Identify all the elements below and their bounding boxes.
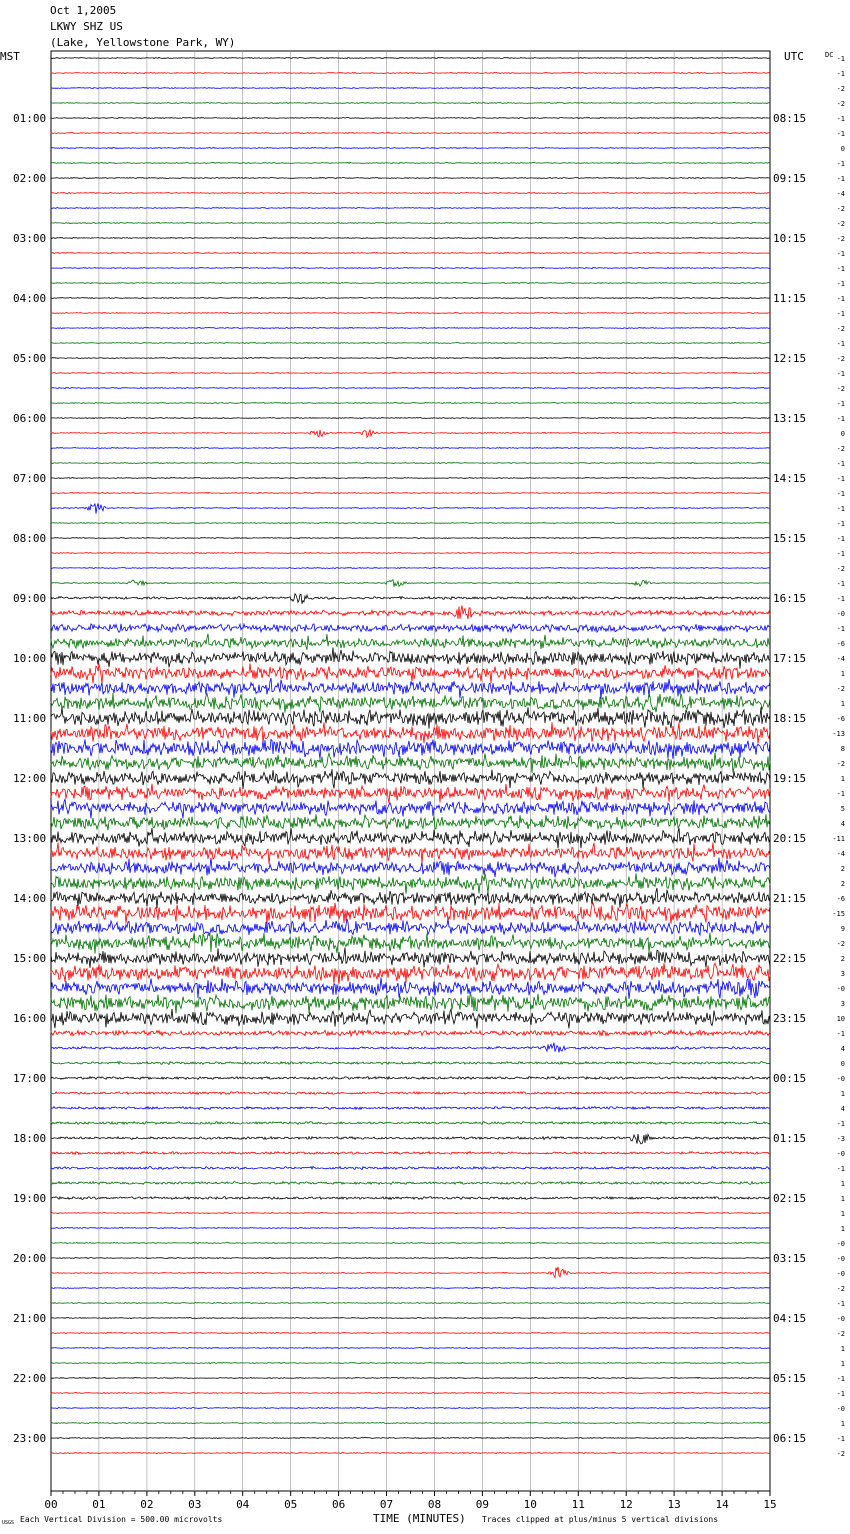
dc-offset-value: 0 bbox=[840, 145, 845, 153]
dc-offset-value: -2 bbox=[836, 355, 845, 363]
dc-offset-value: 2 bbox=[840, 865, 845, 873]
dc-offset-value: -0 bbox=[836, 1240, 845, 1248]
dc-offset-value: -2 bbox=[836, 1450, 845, 1458]
dc-column-header: DC bbox=[825, 51, 834, 59]
trace-81 bbox=[51, 1267, 770, 1278]
mst-hour-label: 12:00 bbox=[13, 772, 47, 785]
dc-offset-value: -1 bbox=[836, 115, 845, 123]
mst-hour-label: 23:00 bbox=[13, 1432, 47, 1445]
trace-45 bbox=[51, 722, 770, 743]
trace-43 bbox=[51, 693, 770, 712]
x-tick-label: 12 bbox=[619, 1498, 633, 1511]
dc-offset-value: -1 bbox=[836, 580, 845, 588]
utc-hour-label: 23:15 bbox=[773, 1012, 807, 1025]
trace-87 bbox=[51, 1362, 770, 1363]
dc-offset-value: -1 bbox=[836, 475, 845, 483]
dc-offset-value: -1 bbox=[836, 250, 845, 258]
trace-65 bbox=[51, 1030, 770, 1036]
trace-15 bbox=[51, 282, 770, 283]
dc-offset-value: -0 bbox=[836, 1255, 845, 1263]
dc-offset-value: -1 bbox=[836, 550, 845, 558]
trace-51 bbox=[51, 814, 770, 830]
dc-offset-value: 1 bbox=[840, 1195, 845, 1203]
trace-53 bbox=[51, 842, 770, 864]
dc-offset-value: -6 bbox=[836, 895, 845, 903]
trace-42 bbox=[51, 678, 770, 699]
dc-offset-value: 4 bbox=[840, 820, 845, 828]
dc-offset-value: 3 bbox=[840, 970, 845, 978]
trace-14 bbox=[51, 267, 770, 268]
trace-88 bbox=[51, 1377, 770, 1378]
trace-4 bbox=[51, 117, 770, 118]
dc-offset-value: -2 bbox=[836, 445, 845, 453]
dc-offset-value: 2 bbox=[840, 880, 845, 888]
dc-offset-value: 1 bbox=[840, 670, 845, 678]
dc-offset-value: -1 bbox=[836, 595, 845, 603]
dc-offset-value: -2 bbox=[836, 325, 845, 333]
dc-offset-value: -1 bbox=[836, 400, 845, 408]
dc-offset-value: -1 bbox=[836, 280, 845, 288]
trace-36 bbox=[51, 594, 770, 604]
trace-12 bbox=[51, 237, 770, 238]
dc-offset-value: -2 bbox=[836, 940, 845, 948]
dc-offset-value: -2 bbox=[836, 385, 845, 393]
mst-hour-label: 19:00 bbox=[13, 1192, 47, 1205]
station-location: (Lake, Yellowstone Park, WY) bbox=[50, 36, 236, 49]
trace-71 bbox=[51, 1122, 770, 1125]
trace-89 bbox=[51, 1392, 770, 1393]
dc-offset-value: -1 bbox=[836, 370, 845, 378]
dc-offset-value: 1 bbox=[840, 1360, 845, 1368]
trace-48 bbox=[51, 769, 770, 789]
dc-offset-value: -1 bbox=[836, 790, 845, 798]
dc-offset-value: 0 bbox=[840, 1060, 845, 1068]
trace-70 bbox=[51, 1107, 770, 1110]
dc-offset-value: 8 bbox=[840, 745, 845, 753]
station-code: LKWY SHZ US bbox=[50, 20, 123, 33]
trace-85 bbox=[51, 1332, 770, 1333]
x-tick-label: 13 bbox=[667, 1498, 681, 1511]
trace-8 bbox=[51, 177, 770, 178]
dc-offset-value: -6 bbox=[836, 640, 845, 648]
dc-offset-value: -2 bbox=[836, 205, 845, 213]
trace-2 bbox=[51, 88, 770, 89]
utc-hour-label: 16:15 bbox=[773, 592, 807, 605]
trace-11 bbox=[51, 222, 770, 223]
trace-58 bbox=[51, 919, 770, 935]
x-tick-label: 03 bbox=[188, 1498, 202, 1511]
right-timezone-label: UTC bbox=[784, 50, 804, 63]
dc-offset-value: 5 bbox=[840, 805, 845, 813]
trace-40 bbox=[51, 648, 770, 669]
dc-offset-value: 1 bbox=[840, 1090, 845, 1098]
x-tick-label: 10 bbox=[523, 1498, 537, 1511]
trace-26 bbox=[51, 447, 770, 448]
trace-93 bbox=[51, 1452, 770, 1453]
trace-21 bbox=[51, 372, 770, 373]
dc-offset-value: -1 bbox=[836, 1375, 845, 1383]
dc-offset-value: 9 bbox=[840, 925, 845, 933]
utc-hour-label: 19:15 bbox=[773, 772, 807, 785]
dc-offset-value: -2 bbox=[836, 1285, 845, 1293]
x-tick-label: 04 bbox=[236, 1498, 250, 1511]
utc-hour-label: 02:15 bbox=[773, 1192, 807, 1205]
x-tick-label: 15 bbox=[763, 1498, 777, 1511]
x-axis-title: TIME (MINUTES) bbox=[373, 1512, 466, 1525]
trace-28 bbox=[51, 477, 770, 478]
mst-hour-label: 17:00 bbox=[13, 1072, 47, 1085]
trace-41 bbox=[51, 664, 770, 684]
trace-9 bbox=[51, 192, 770, 193]
mst-hour-label: 13:00 bbox=[13, 832, 47, 845]
utc-hour-label: 10:15 bbox=[773, 232, 807, 245]
dc-offset-value: 1 bbox=[840, 1420, 845, 1428]
trace-24 bbox=[51, 418, 770, 419]
mst-hour-label: 11:00 bbox=[13, 712, 47, 725]
mst-hour-label: 16:00 bbox=[13, 1012, 47, 1025]
trace-27 bbox=[51, 462, 770, 463]
mst-hour-label: 02:00 bbox=[13, 172, 47, 185]
x-axis-ticks bbox=[44, 1491, 776, 1511]
trace-52 bbox=[51, 828, 770, 849]
minute-grid bbox=[99, 51, 722, 1491]
trace-79 bbox=[51, 1242, 770, 1243]
utc-hour-label: 01:15 bbox=[773, 1132, 807, 1145]
dc-offset-value: 1 bbox=[840, 1180, 845, 1188]
dc-offset-value: 3 bbox=[840, 1000, 845, 1008]
trace-23 bbox=[51, 402, 770, 403]
clip-note: Traces clipped at plus/minus 5 vertical divisions bbox=[482, 1515, 719, 1524]
mst-hour-label: 14:00 bbox=[13, 892, 47, 905]
utc-hour-label: 15:15 bbox=[773, 532, 807, 545]
trace-74 bbox=[51, 1167, 770, 1170]
dc-offset-value: -13 bbox=[832, 730, 845, 738]
trace-44 bbox=[51, 707, 770, 728]
trace-84 bbox=[51, 1318, 770, 1319]
trace-63 bbox=[51, 994, 770, 1014]
trace-3 bbox=[51, 102, 770, 103]
x-tick-label: 02 bbox=[140, 1498, 154, 1511]
mst-hour-label: 20:00 bbox=[13, 1252, 47, 1265]
utc-hour-label: 12:15 bbox=[773, 352, 807, 365]
dc-offset-value: -11 bbox=[832, 835, 845, 843]
x-tick-label: 00 bbox=[44, 1498, 58, 1511]
dc-offset-value: -1 bbox=[836, 535, 845, 543]
trace-54 bbox=[51, 858, 770, 878]
trace-13 bbox=[51, 252, 770, 253]
utc-hour-label: 06:15 bbox=[773, 1432, 807, 1445]
dc-offset-value: -1 bbox=[836, 55, 845, 63]
dc-offset-value: -4 bbox=[836, 655, 845, 663]
seismic-traces bbox=[51, 57, 770, 1453]
trace-57 bbox=[51, 903, 770, 924]
plot-frame bbox=[51, 51, 770, 1491]
trace-64 bbox=[51, 1009, 770, 1028]
utc-hour-label: 18:15 bbox=[773, 712, 807, 725]
utc-hour-labels bbox=[773, 112, 806, 1445]
x-tick-label: 08 bbox=[427, 1498, 442, 1511]
mst-hour-label: 05:00 bbox=[13, 352, 47, 365]
dc-offset-value: 4 bbox=[840, 1105, 845, 1113]
trace-49 bbox=[51, 784, 770, 803]
utc-hour-label: 14:15 bbox=[773, 472, 807, 485]
dc-offset-value: -1 bbox=[836, 415, 845, 423]
mst-hour-label: 22:00 bbox=[13, 1372, 47, 1385]
dc-offset-value: -3 bbox=[836, 1135, 845, 1143]
x-tick-label: 14 bbox=[715, 1498, 729, 1511]
trace-46 bbox=[51, 739, 770, 758]
dc-offset-value: -0 bbox=[836, 985, 845, 993]
dc-offset-value: -2 bbox=[836, 1330, 845, 1338]
trace-0 bbox=[51, 57, 770, 58]
dc-offset-value: -1 bbox=[836, 505, 845, 513]
trace-34 bbox=[51, 568, 770, 569]
dc-offset-value: -1 bbox=[836, 1435, 845, 1443]
x-tick-label: 07 bbox=[379, 1498, 394, 1511]
mst-hour-labels bbox=[13, 112, 46, 1445]
trace-32 bbox=[51, 537, 770, 538]
x-tick-label: 06 bbox=[331, 1498, 346, 1511]
trace-77 bbox=[51, 1213, 770, 1214]
dc-offset-value: -1 bbox=[836, 160, 845, 168]
dc-offset-value: -1 bbox=[836, 295, 845, 303]
trace-80 bbox=[51, 1257, 770, 1258]
utc-hour-label: 08:15 bbox=[773, 112, 807, 125]
dc-offset-value: -1 bbox=[836, 265, 845, 273]
dc-offset-value: 1 bbox=[840, 775, 845, 783]
dc-offset-value: -4 bbox=[836, 190, 845, 198]
trace-78 bbox=[51, 1227, 770, 1228]
trace-72 bbox=[51, 1134, 770, 1144]
dc-offset-value: -0 bbox=[836, 1075, 845, 1083]
mst-hour-label: 06:00 bbox=[13, 412, 47, 425]
trace-92 bbox=[51, 1437, 770, 1438]
trace-56 bbox=[51, 888, 770, 908]
mst-hour-label: 08:00 bbox=[13, 532, 47, 545]
trace-31 bbox=[51, 523, 770, 524]
dc-offset-value: -1 bbox=[836, 340, 845, 348]
trace-69 bbox=[51, 1092, 770, 1095]
trace-83 bbox=[51, 1302, 770, 1303]
dc-offset-value: -1 bbox=[836, 520, 845, 528]
dc-offset-value: 0 bbox=[840, 430, 845, 438]
trace-20 bbox=[51, 357, 770, 358]
trace-39 bbox=[51, 634, 770, 650]
trace-1 bbox=[51, 72, 770, 73]
mst-hour-label: 09:00 bbox=[13, 592, 47, 605]
trace-16 bbox=[51, 297, 770, 298]
usgs-logo-text: USGS bbox=[2, 1520, 15, 1526]
dc-offset-value: -0 bbox=[836, 1315, 845, 1323]
trace-75 bbox=[51, 1182, 770, 1185]
mst-hour-label: 07:00 bbox=[13, 472, 47, 485]
utc-hour-label: 04:15 bbox=[773, 1312, 807, 1325]
trace-19 bbox=[51, 342, 770, 343]
utc-hour-label: 20:15 bbox=[773, 832, 807, 845]
trace-29 bbox=[51, 492, 770, 493]
mst-hour-label: 04:00 bbox=[13, 292, 47, 305]
dc-offset-value: -1 bbox=[836, 310, 845, 318]
utc-hour-label: 13:15 bbox=[773, 412, 807, 425]
trace-90 bbox=[51, 1407, 770, 1408]
mst-hour-label: 15:00 bbox=[13, 952, 47, 965]
mst-hour-label: 18:00 bbox=[13, 1132, 47, 1145]
dc-offset-value: -1 bbox=[836, 490, 845, 498]
trace-73 bbox=[51, 1152, 770, 1155]
trace-68 bbox=[51, 1077, 770, 1080]
plot-date: Oct 1,2005 bbox=[50, 4, 117, 17]
dc-offset-value: -2 bbox=[836, 220, 845, 228]
trace-86 bbox=[51, 1347, 770, 1348]
trace-7 bbox=[51, 162, 770, 163]
dc-offset-value: -1 bbox=[836, 1120, 845, 1128]
mst-hour-label: 01:00 bbox=[13, 112, 47, 125]
dc-offset-value: 1 bbox=[840, 1225, 845, 1233]
trace-10 bbox=[51, 208, 770, 209]
dc-offset-value: -2 bbox=[836, 685, 845, 693]
x-tick-label: 09 bbox=[475, 1498, 490, 1511]
mst-hour-label: 03:00 bbox=[13, 232, 47, 245]
x-tick-label: 05 bbox=[284, 1498, 298, 1511]
dc-offset-value: -1 bbox=[836, 70, 845, 78]
trace-6 bbox=[51, 147, 770, 148]
trace-33 bbox=[51, 552, 770, 553]
mst-hour-label: 10:00 bbox=[13, 652, 47, 665]
dc-offset-value: -4 bbox=[836, 850, 845, 858]
dc-offset-value: -1 bbox=[836, 1390, 845, 1398]
trace-82 bbox=[51, 1287, 770, 1288]
dc-offset-value: -0 bbox=[836, 610, 845, 618]
utc-hour-label: 03:15 bbox=[773, 1252, 807, 1265]
utc-hour-label: 09:15 bbox=[773, 172, 807, 185]
scale-note: Each Vertical Division = 500.00 microvolts bbox=[20, 1515, 223, 1524]
utc-hour-label: 05:15 bbox=[773, 1372, 807, 1385]
dc-offset-value: -2 bbox=[836, 85, 845, 93]
dc-offset-value: -1 bbox=[836, 460, 845, 468]
utc-hour-label: 11:15 bbox=[773, 292, 807, 305]
trace-76 bbox=[51, 1197, 770, 1200]
dc-offset-value: -0 bbox=[836, 1270, 845, 1278]
dc-offset-value: -1 bbox=[836, 130, 845, 138]
trace-50 bbox=[51, 799, 770, 818]
dc-offset-value: 4 bbox=[840, 1045, 845, 1053]
x-tick-label: 01 bbox=[92, 1498, 106, 1511]
dc-offset-value: -0 bbox=[836, 1405, 845, 1413]
utc-hour-label: 21:15 bbox=[773, 892, 807, 905]
trace-60 bbox=[51, 948, 770, 968]
trace-5 bbox=[51, 133, 770, 134]
dc-offset-value: -2 bbox=[836, 235, 845, 243]
dc-offset-value: 1 bbox=[840, 700, 845, 708]
trace-47 bbox=[51, 753, 770, 774]
dc-offset-value: -1 bbox=[836, 625, 845, 633]
trace-30 bbox=[51, 504, 770, 514]
dc-offset-value: -2 bbox=[836, 565, 845, 573]
trace-35 bbox=[51, 580, 770, 587]
dc-offset-value: -1 bbox=[836, 1030, 845, 1038]
dc-offset-value: -15 bbox=[832, 910, 845, 918]
dc-offset-column bbox=[832, 55, 845, 1458]
dc-offset-value: 10 bbox=[836, 1015, 845, 1023]
trace-37 bbox=[51, 605, 770, 619]
utc-hour-label: 17:15 bbox=[773, 652, 807, 665]
dc-offset-value: 2 bbox=[840, 955, 845, 963]
mst-hour-label: 21:00 bbox=[13, 1312, 47, 1325]
trace-17 bbox=[51, 313, 770, 314]
utc-hour-label: 00:15 bbox=[773, 1072, 807, 1085]
trace-18 bbox=[51, 327, 770, 328]
dc-offset-value: -1 bbox=[836, 1165, 845, 1173]
dc-offset-value: -1 bbox=[836, 1300, 845, 1308]
trace-61 bbox=[51, 963, 770, 984]
trace-67 bbox=[51, 1062, 770, 1065]
dc-offset-value: -2 bbox=[836, 100, 845, 108]
dc-offset-value: 1 bbox=[840, 1345, 845, 1353]
dc-offset-value: -0 bbox=[836, 1150, 845, 1158]
dc-offset-value: -6 bbox=[836, 715, 845, 723]
trace-59 bbox=[51, 933, 770, 954]
trace-38 bbox=[51, 624, 770, 633]
trace-66 bbox=[51, 1043, 770, 1053]
left-timezone-label: MST bbox=[0, 50, 20, 63]
dc-offset-value: -1 bbox=[836, 175, 845, 183]
trace-25 bbox=[51, 430, 770, 437]
dc-offset-value: 1 bbox=[840, 1210, 845, 1218]
trace-22 bbox=[51, 387, 770, 388]
trace-91 bbox=[51, 1423, 770, 1424]
utc-hour-label: 22:15 bbox=[773, 952, 807, 965]
x-tick-label: 11 bbox=[571, 1498, 585, 1511]
dc-offset-value: -2 bbox=[836, 760, 845, 768]
trace-55 bbox=[51, 874, 770, 894]
